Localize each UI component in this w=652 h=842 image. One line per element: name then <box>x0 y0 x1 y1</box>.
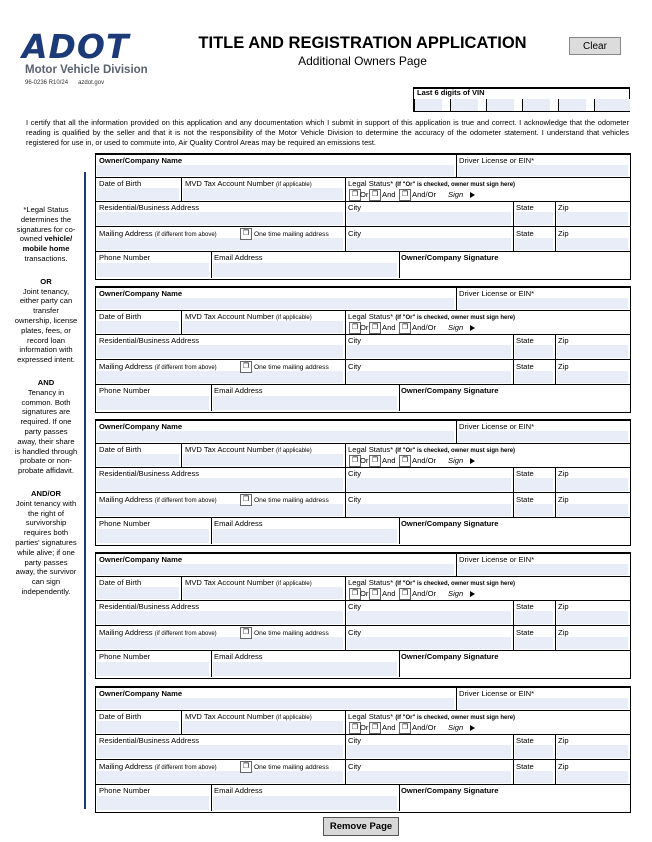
legal-status-label <box>348 445 515 454</box>
legal-status-bold: vehicle/ mobile home <box>22 234 73 254</box>
license-field[interactable] <box>458 431 628 442</box>
residential-address-field[interactable] <box>97 745 343 758</box>
state-field[interactable] <box>515 611 553 624</box>
zip-field[interactable] <box>557 212 628 225</box>
mvd-account-text: MVD Tax Account Number <box>185 578 274 587</box>
one-time-mailing-label: One time mailing address <box>254 630 329 637</box>
website-text: azdot.gov <box>78 80 105 86</box>
owner-name-label: Owner/Company Name <box>99 689 183 698</box>
email-label: Email Address <box>214 519 263 528</box>
mailing-zip-label: Zip <box>558 762 569 771</box>
legal-or-checkbox[interactable]: ❐ <box>349 722 361 734</box>
sign-arrow-icon <box>470 325 475 331</box>
dob-label: Date of Birth <box>99 179 142 188</box>
owner-name-label: Owner/Company Name <box>99 289 183 298</box>
phone-field[interactable] <box>97 396 209 410</box>
city-field[interactable] <box>347 478 511 491</box>
owner-name-label: Owner/Company Name <box>99 422 183 431</box>
sign-here-label: Sign <box>448 190 464 199</box>
mvd-account-text: MVD Tax Account Number <box>185 445 274 454</box>
email-label: Email Address <box>214 652 263 661</box>
mvd-account-label <box>185 179 312 188</box>
state-field[interactable] <box>515 345 553 358</box>
license-label: Driver License or EIN* <box>459 289 535 298</box>
form-number <box>25 80 104 86</box>
email-label: Email Address <box>214 386 263 395</box>
email-field[interactable] <box>213 529 397 543</box>
legal-andor-checkbox[interactable]: ❐ <box>399 455 411 467</box>
dob-field[interactable] <box>97 188 179 200</box>
owner-section-4 <box>95 552 631 679</box>
mailing-state-label: State <box>516 762 534 771</box>
mailing-address-field[interactable] <box>97 238 343 250</box>
signature-label: Owner/Company Signature <box>401 786 499 795</box>
legal-andor-label: And/Or <box>412 723 437 732</box>
mailing-zip-label: Zip <box>558 362 569 371</box>
city-label: City <box>348 469 362 478</box>
legal-status-hint: (If "Or" is checked, owner must sign here) <box>395 182 516 188</box>
one-time-mailing-checkbox[interactable]: ❐ <box>240 228 252 240</box>
phone-field[interactable] <box>97 662 209 676</box>
mvd-account-field[interactable] <box>183 188 343 200</box>
legal-or-checkbox[interactable]: ❐ <box>349 189 361 201</box>
sign-arrow-icon <box>470 725 475 731</box>
page-title: TITLE AND REGISTRATION APPLICATION <box>198 34 527 52</box>
state-field[interactable] <box>515 745 553 758</box>
mailing-city-field[interactable] <box>347 371 511 383</box>
legal-status-label <box>348 179 515 188</box>
city-label: City <box>348 602 362 611</box>
mailing-city-field[interactable] <box>347 238 511 250</box>
residential-address-label: Residential/Business Address <box>99 736 200 745</box>
residential-address-field[interactable] <box>97 345 343 358</box>
page-subtitle: Additional Owners Page <box>298 54 427 68</box>
dob-label: Date of Birth <box>99 578 142 587</box>
mailing-city-field[interactable] <box>347 504 511 516</box>
legal-status-hint: (If "Or" is checked, owner must sign here) <box>395 581 516 587</box>
city-field[interactable] <box>347 611 511 624</box>
owner-section-5 <box>95 686 631 813</box>
mailing-address-text: Mailing Address <box>99 628 153 637</box>
mailing-state-field[interactable] <box>515 238 553 250</box>
form-number-text: 96-0236 R10/24 <box>25 80 69 86</box>
andor-title: AND/OR <box>31 488 61 498</box>
zip-label: Zip <box>558 203 569 212</box>
mailing-state-field[interactable] <box>515 504 553 516</box>
andor-text: Joint tenancy with the right of survivorship requires both parties' signatures while alive; if one party passes away, the survivor can sign independently. <box>15 498 77 596</box>
mailing-state-label: State <box>516 229 534 238</box>
residential-address-field[interactable] <box>97 478 343 491</box>
mvd-account-text: MVD Tax Account Number <box>185 712 274 721</box>
legal-status-hint: (If "Or" is checked, owner must sign here) <box>395 315 516 321</box>
mvd-account-field[interactable] <box>183 721 343 733</box>
residential-address-field[interactable] <box>97 212 343 225</box>
phone-field[interactable] <box>97 796 209 810</box>
sign-here-label: Sign <box>448 589 464 598</box>
legal-and-label: And <box>382 723 396 732</box>
residential-address-label: Residential/Business Address <box>99 203 200 212</box>
legal-status-hint: (If "Or" is checked, owner must sign here) <box>395 715 516 721</box>
legal-status-text: Legal Status* <box>348 712 394 721</box>
mailing-address-field[interactable] <box>97 504 343 516</box>
mailing-city-label: City <box>348 628 362 637</box>
zip-field[interactable] <box>557 478 628 491</box>
if-applicable-text: (if applicable) <box>276 448 312 454</box>
legal-status-pre: *Legal Status determines the signatures for co-owned <box>16 205 76 244</box>
mailing-city-field[interactable] <box>347 637 511 649</box>
city-label: City <box>348 203 362 212</box>
mvd-account-label <box>185 578 312 587</box>
sign-here-label: Sign <box>448 723 464 732</box>
sidebar-divider <box>84 172 86 809</box>
legal-and-label: And <box>382 190 396 199</box>
if-different-text: (if different from above) <box>154 765 217 771</box>
owner-section-2 <box>95 286 631 413</box>
legal-and-checkbox[interactable]: ❐ <box>369 189 381 201</box>
mvd-account-text: MVD Tax Account Number <box>185 179 274 188</box>
dob-label: Date of Birth <box>99 312 142 321</box>
mailing-address-label <box>99 762 217 771</box>
mailing-address-field[interactable] <box>97 371 343 383</box>
legal-or-label: Or <box>360 323 369 332</box>
mailing-city-field[interactable] <box>347 771 511 783</box>
legal-andor-checkbox[interactable]: ❐ <box>399 588 411 600</box>
phone-label: Phone Number <box>99 253 151 262</box>
legal-or-checkbox[interactable]: ❐ <box>349 322 361 334</box>
legal-status-note <box>14 205 78 610</box>
mailing-address-label <box>99 628 217 637</box>
if-different-text: (if different from above) <box>154 498 217 504</box>
mvd-account-label <box>185 312 312 321</box>
license-field[interactable] <box>458 165 628 176</box>
state-label: State <box>516 336 534 345</box>
one-time-mailing-label: One time mailing address <box>254 497 329 504</box>
legal-andor-checkbox[interactable]: ❐ <box>399 322 411 334</box>
email-field[interactable] <box>213 796 397 810</box>
legal-or-label: Or <box>360 589 369 598</box>
phone-field[interactable] <box>97 529 209 543</box>
if-applicable-text: (if applicable) <box>276 315 312 321</box>
phone-label: Phone Number <box>99 519 151 528</box>
mailing-address-label <box>99 495 217 504</box>
division-name: Motor Vehicle Division <box>25 64 148 76</box>
license-label: Driver License or EIN* <box>459 422 535 431</box>
sign-here-label: Sign <box>448 323 464 332</box>
state-label: State <box>516 469 534 478</box>
owner-name-label: Owner/Company Name <box>99 156 183 165</box>
mailing-state-label: State <box>516 495 534 504</box>
legal-and-checkbox[interactable]: ❐ <box>369 322 381 334</box>
clear-button[interactable]: Clear <box>569 37 621 55</box>
residential-address-label: Residential/Business Address <box>99 469 200 478</box>
mvd-account-text: MVD Tax Account Number <box>185 312 274 321</box>
owner-name-label: Owner/Company Name <box>99 555 183 564</box>
legal-or-checkbox[interactable]: ❐ <box>349 455 361 467</box>
residential-address-label: Residential/Business Address <box>99 602 200 611</box>
legal-and-label: And <box>382 589 396 598</box>
one-time-mailing-checkbox[interactable]: ❐ <box>240 761 252 773</box>
if-different-text: (if different from above) <box>154 365 217 371</box>
phone-label: Phone Number <box>99 386 151 395</box>
license-field[interactable] <box>458 298 628 309</box>
state-field[interactable] <box>515 478 553 491</box>
mvd-account-field[interactable] <box>183 587 343 599</box>
owner-section-1 <box>95 153 631 280</box>
legal-status-text: Legal Status* <box>348 578 394 587</box>
legal-andor-label: And/Or <box>412 190 437 199</box>
license-label: Driver License or EIN* <box>459 555 535 564</box>
phone-field[interactable] <box>97 263 209 277</box>
legal-andor-label: And/Or <box>412 456 437 465</box>
residential-address-label: Residential/Business Address <box>99 336 200 345</box>
vin-digit-2[interactable] <box>450 99 478 111</box>
vin-digit-4[interactable] <box>522 99 550 111</box>
vin-label: Last 6 digits of VIN <box>417 88 485 97</box>
mailing-state-label: State <box>516 362 534 371</box>
mailing-zip-field[interactable] <box>557 238 628 250</box>
mailing-city-label: City <box>348 229 362 238</box>
one-time-mailing-label: One time mailing address <box>254 764 329 771</box>
legal-status-post: transactions. <box>24 253 68 263</box>
legal-or-label: Or <box>360 190 369 199</box>
mvd-account-label <box>185 445 312 454</box>
legal-status-label <box>348 712 515 721</box>
city-field[interactable] <box>347 745 511 758</box>
legal-andor-label: And/Or <box>412 589 437 598</box>
sign-here-label: Sign <box>448 456 464 465</box>
if-applicable-text: (if applicable) <box>276 715 312 721</box>
state-field[interactable] <box>515 212 553 225</box>
email-field[interactable] <box>213 396 397 410</box>
sign-arrow-icon <box>470 591 475 597</box>
zip-label: Zip <box>558 469 569 478</box>
legal-status-text: Legal Status* <box>348 312 394 321</box>
dob-field[interactable] <box>97 454 179 466</box>
one-time-mailing-checkbox[interactable]: ❐ <box>240 627 252 639</box>
state-label: State <box>516 602 534 611</box>
vin-digit-1[interactable] <box>414 99 442 111</box>
mailing-address-field[interactable] <box>97 637 343 649</box>
dob-field[interactable] <box>97 721 179 733</box>
signature-label: Owner/Company Signature <box>401 652 499 661</box>
if-different-text: (if different from above) <box>154 631 217 637</box>
vin-digit-3[interactable] <box>486 99 514 111</box>
legal-and-checkbox[interactable]: ❐ <box>369 588 381 600</box>
mailing-address-label <box>99 362 217 371</box>
mvd-account-label <box>185 712 312 721</box>
mailing-state-field[interactable] <box>515 637 553 649</box>
legal-and-checkbox[interactable]: ❐ <box>369 455 381 467</box>
legal-and-label: And <box>382 456 396 465</box>
legal-and-label: And <box>382 323 396 332</box>
sign-arrow-icon <box>470 458 475 464</box>
owner-name-field[interactable] <box>97 165 454 176</box>
mailing-zip-label: Zip <box>558 628 569 637</box>
signature-label: Owner/Company Signature <box>401 519 499 528</box>
mailing-city-label: City <box>348 495 362 504</box>
owner-name-field[interactable] <box>97 698 454 709</box>
license-label: Driver License or EIN* <box>459 689 535 698</box>
if-applicable-text: (if applicable) <box>276 581 312 587</box>
zip-field[interactable] <box>557 345 628 358</box>
legal-or-label: Or <box>360 456 369 465</box>
certification-text: I certify that all the information provided on this application and any documentation which I submit in support of this application is true and correct. I acknowledge that the odometer reading is qualified by the seller and that it is not the responsibility of the Motor Vehicle Division to determine the accuracy of the odometer statement. I understand that vehicles registered for use in, or used to commute into, Air Quality Control Areas may be required an emissions test. <box>26 118 629 147</box>
legal-or-checkbox[interactable]: ❐ <box>349 588 361 600</box>
city-label: City <box>348 336 362 345</box>
signature-label: Owner/Company Signature <box>401 253 499 262</box>
zip-label: Zip <box>558 736 569 745</box>
legal-status-text: Legal Status* <box>348 445 394 454</box>
dob-label: Date of Birth <box>99 445 142 454</box>
owner-name-field[interactable] <box>97 431 454 442</box>
owner-section-3 <box>95 419 631 546</box>
mailing-address-text: Mailing Address <box>99 229 153 238</box>
email-label: Email Address <box>214 786 263 795</box>
state-label: State <box>516 203 534 212</box>
vin-digit-5[interactable] <box>558 99 586 111</box>
license-field[interactable] <box>458 564 628 575</box>
zip-field[interactable] <box>557 611 628 624</box>
mailing-zip-field[interactable] <box>557 637 628 649</box>
mailing-state-label: State <box>516 628 534 637</box>
one-time-mailing-label: One time mailing address <box>254 364 329 371</box>
one-time-mailing-checkbox[interactable]: ❐ <box>240 494 252 506</box>
legal-status-label <box>348 312 515 321</box>
state-label: State <box>516 736 534 745</box>
legal-andor-label: And/Or <box>412 323 437 332</box>
mailing-zip-label: Zip <box>558 495 569 504</box>
mailing-address-text: Mailing Address <box>99 495 153 504</box>
dob-label: Date of Birth <box>99 712 142 721</box>
mailing-city-label: City <box>348 362 362 371</box>
email-field[interactable] <box>213 662 397 676</box>
mailing-address-text: Mailing Address <box>99 762 153 771</box>
legal-status-label <box>348 578 515 587</box>
vin-digit-6[interactable] <box>594 99 630 111</box>
mailing-zip-field[interactable] <box>557 504 628 516</box>
mailing-zip-label: Zip <box>558 229 569 238</box>
legal-andor-checkbox[interactable]: ❐ <box>399 189 411 201</box>
legal-or-label: Or <box>360 723 369 732</box>
dob-field[interactable] <box>97 321 179 333</box>
and-title: AND <box>37 377 55 387</box>
if-applicable-text: (if applicable) <box>276 182 312 188</box>
legal-status-hint: (If "Or" is checked, owner must sign here) <box>395 448 516 454</box>
signature-label: Owner/Company Signature <box>401 386 499 395</box>
dob-field[interactable] <box>97 587 179 599</box>
owner-name-field[interactable] <box>97 298 454 309</box>
mailing-address-text: Mailing Address <box>99 362 153 371</box>
mailing-address-label <box>99 229 217 238</box>
city-field[interactable] <box>347 345 511 358</box>
or-text: Joint tenancy, either party can transfer ownership, license plates, fees, or record loan information with expressed intent. <box>14 286 78 365</box>
legal-status-text: Legal Status* <box>348 179 394 188</box>
sign-arrow-icon <box>470 192 475 198</box>
owner-name-field[interactable] <box>97 564 454 575</box>
mvd-account-field[interactable] <box>183 321 343 333</box>
or-title: OR <box>40 276 52 286</box>
mailing-zip-field[interactable] <box>557 371 628 383</box>
zip-label: Zip <box>558 602 569 611</box>
email-label: Email Address <box>214 253 263 262</box>
legal-andor-checkbox[interactable]: ❐ <box>399 722 411 734</box>
license-label: Driver License or EIN* <box>459 156 535 165</box>
remove-page-button[interactable]: Remove Page <box>323 817 399 836</box>
mailing-state-field[interactable] <box>515 371 553 383</box>
one-time-mailing-checkbox[interactable]: ❐ <box>240 361 252 373</box>
and-text: Tenancy in common. Both signatures are required. If one party passes away, their share is handled through probate or non-probate affidavit. <box>14 387 78 476</box>
legal-and-checkbox[interactable]: ❐ <box>369 722 381 734</box>
city-field[interactable] <box>347 212 511 225</box>
license-field[interactable] <box>458 698 628 709</box>
phone-label: Phone Number <box>99 652 151 661</box>
mvd-account-field[interactable] <box>183 454 343 466</box>
zip-label: Zip <box>558 336 569 345</box>
email-field[interactable] <box>213 263 397 277</box>
if-different-text: (if different from above) <box>154 232 217 238</box>
phone-label: Phone Number <box>99 786 151 795</box>
mailing-zip-field[interactable] <box>557 771 628 783</box>
zip-field[interactable] <box>557 745 628 758</box>
adot-logo: ADOT <box>22 27 130 66</box>
one-time-mailing-label: One time mailing address <box>254 231 329 238</box>
residential-address-field[interactable] <box>97 611 343 624</box>
mailing-address-field[interactable] <box>97 771 343 783</box>
mailing-state-field[interactable] <box>515 771 553 783</box>
city-label: City <box>348 736 362 745</box>
mailing-city-label: City <box>348 762 362 771</box>
